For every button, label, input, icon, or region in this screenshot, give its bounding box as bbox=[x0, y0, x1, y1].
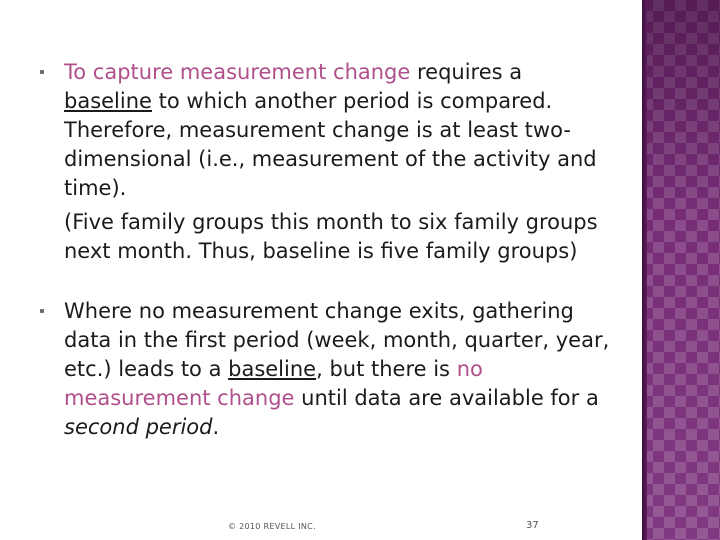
text-span: to which another period is compared. Therefore, measurement change is at least two-dimensional (i.e., measurement of the activity and time). bbox=[64, 89, 597, 200]
bullet-2-text bbox=[64, 297, 615, 442]
bullet-marker bbox=[40, 70, 44, 74]
bullet-item-2 bbox=[40, 297, 615, 442]
bullet-marker bbox=[40, 309, 44, 313]
text-span: Where no measurement change exits, gathering data in the first period (week, month, quarter, year, etc.) leads to a bbox=[64, 299, 610, 381]
text-span: , but there is bbox=[316, 357, 457, 381]
bullet-1-text bbox=[64, 58, 615, 203]
text-span: requires a bbox=[410, 60, 523, 84]
bullet-1-example: (Five family groups this month to six family groups next month. Thus, baseline is five family groups) bbox=[64, 210, 598, 263]
footer-copyright: © 2010 REVELL INC. bbox=[228, 522, 316, 531]
highlight-term: no measurement change bbox=[64, 357, 483, 410]
text-span: . bbox=[212, 415, 220, 439]
bullet-item-1 bbox=[40, 58, 615, 266]
underlined-term: baseline bbox=[228, 357, 317, 381]
highlight-term: To capture measurement change bbox=[64, 60, 411, 84]
side-panel-shade bbox=[647, 0, 720, 540]
underlined-term: baseline bbox=[64, 89, 152, 113]
decorative-side-panel bbox=[642, 0, 720, 540]
text-span: until data are available for a bbox=[294, 386, 599, 410]
italic-term: second period bbox=[64, 415, 213, 439]
slide-body bbox=[40, 58, 615, 442]
page-number: 37 bbox=[526, 520, 539, 531]
